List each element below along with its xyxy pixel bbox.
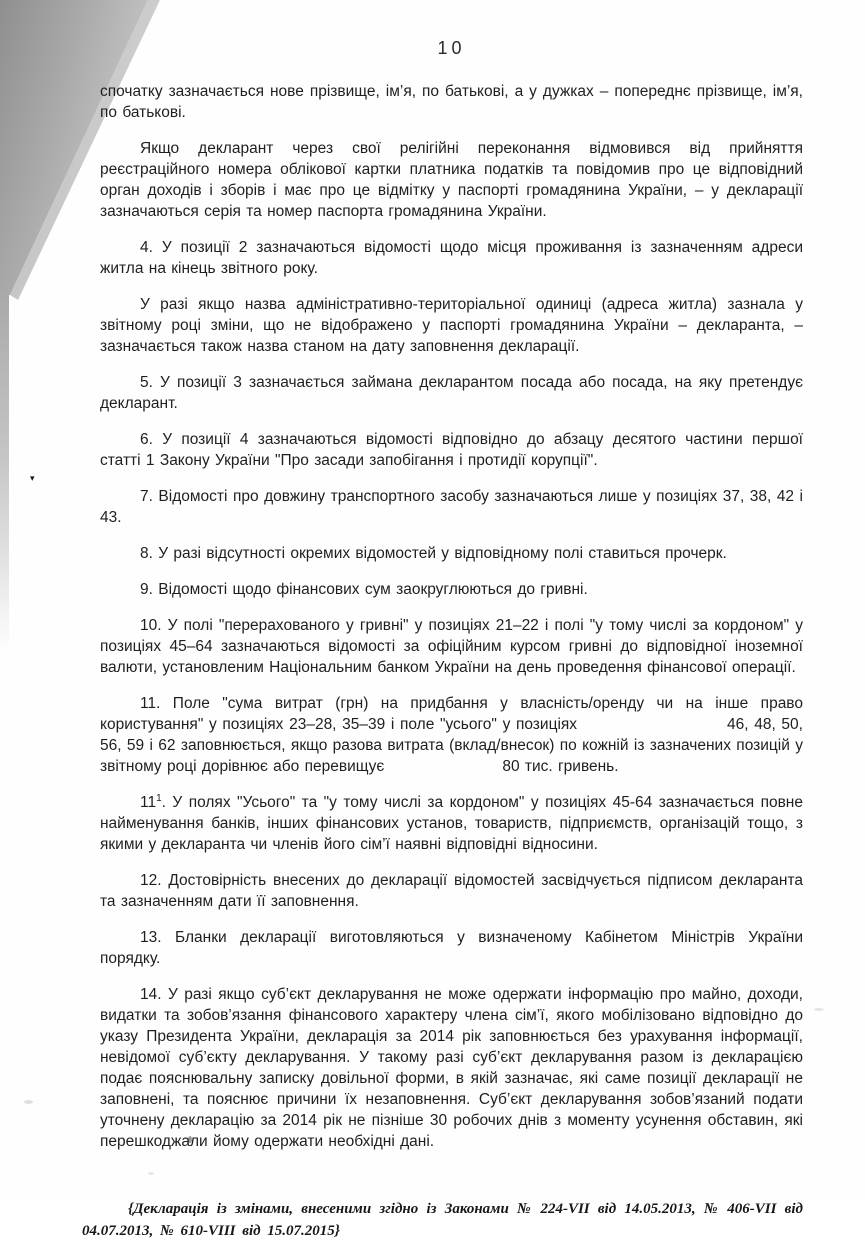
paragraph-item-6: 6. У позиції 4 зазначаються відомості відповідно до абзацу десятого частини першої статті 1 Закону України "Про засади запобігання і протидії корупції".: [100, 431, 803, 469]
paragraph-item-11: [100, 693, 803, 777]
paragraph-item-7: 7. Відомості про довжину транспортного засобу зазначаються лише у позиціях 37, 38, 42 і 43.: [100, 488, 803, 526]
paragraph-item-11-1-text: . У полях "Усього" та "у тому числі за кордоном" у позиціях 45-64 зазначається повне найменування банків, інших фінансових установ, товариств, підприємств, організацій тощо, з якими у декларанта чи членів його сім’ї наявні відповідні відносини.: [100, 794, 803, 853]
scan-speck-mark: [24, 1100, 33, 1104]
paragraph-item-5: 5. У позиції 3 зазначається займана декларантом посада або посада, на яку претендує декларант.: [100, 374, 803, 412]
paragraph-item-11-segment: 11. Поле "сума витрат (грн) на придбання у власність/оренду чи на інше право користування" у позиціях 23–28, 35–39 і поле "усього" у позиціях: [100, 695, 803, 733]
paragraph-item-12: 12. Достовірність внесених до декларації відомостей засвідчується підписом декларанта та зазначенням дати її заповнення.: [100, 872, 803, 910]
paragraph-item-11-1-number: 11: [140, 794, 157, 811]
paragraph-item-8: 8. У разі відсутності окремих відомостей у відповідному полі ставиться прочерк.: [140, 545, 727, 562]
document-text-block: [82, 38, 803, 1242]
page-number: 10: [437, 38, 466, 58]
paragraph-item-13: 13. Бланки декларації виготовляються у визначеному Кабінетом Міністрів України порядку.: [100, 929, 803, 967]
paragraph-item-4: 4. У позиції 2 зазначаються відомості щодо місця проживання із зазначенням адреси житла на кінець звітного року.: [100, 239, 803, 277]
paragraph-item-11-segment: 80 тис. гривень.: [502, 758, 619, 775]
paragraph-item-9: 9. Відомості щодо фінансових сум заокруглюються до гривні.: [140, 581, 588, 598]
paragraph-item-11-segment: 46, 48, 50, 56, 59 і 62 заповнюється, якщо разова витрата (вклад/внесок) по кожній із зазначених позицій у звітному році дорівнює або перевищує: [100, 716, 803, 775]
triangle-speck-mark: ▾: [30, 473, 35, 483]
paragraph-religious-beliefs: Якщо декларант через свої релігійні переконання відмовився від прийняття реєстраційного номера облікової картки платника податків та повідомив про це відповідний орган доходів і зборів і має про це відмітку у паспорті громадянина України, – у декларації зазначаються серія та номер паспорта громадянина України.: [100, 140, 803, 220]
redacted-blank-gap: [384, 770, 502, 771]
paragraph-name-change-continuation: спочатку зазначається нове прізвище, ім’я, по батькові, а у дужках – попереднє прізвище, ім’я, по батькові.: [100, 83, 803, 121]
paragraph-item-11-1-superscript: 1: [156, 792, 162, 804]
amendment-note: {Декларація із змінами, внесеними згідно із Законами № 224-VII від 14.05.2013, № 406-VII від 04.07.2013, № 610-VIII від 15.07.2015}: [82, 1201, 803, 1239]
paragraph-item-14: 14. У разі якщо суб’єкт декларування не може одержати інформацію про майно, доходи, видатки та зобов’язання фінансового характеру члена сім’ї, якого мобілізовано відповідно до указу Президента України, декларація за 2014 рік заповнюється без урахування інформації, невідомої суб’єкту декларування. У такому разі суб’єкт декларування разом із декларацією подає пояснювальну записку довільної форми, в якій зазначає, які саме позиції декларації не заповнені, та пояснює причини їх незаповнення. Суб’єкт декларування зобов’язаний подати уточнену декларацію за 2014 рік не пізніше 30 робочих днів з моменту усунення обставин, які перешкоджали йому одержати необхідні дані.: [100, 986, 803, 1150]
scan-speck-mark: [814, 1008, 824, 1011]
paragraph-item-4-address-change: У разі якщо назва адміністративно-територіальної одиниці (адреса житла) зазнала у звітному році зміни, що не відображено у паспорті громадянина України – декларанта, – зазначається також назва станом на дату заповнення декларації.: [100, 296, 803, 355]
redacted-blank-gap: [577, 728, 727, 729]
paragraph-item-10: 10. У полі "перерахованого у гривні" у позиціях 21–22 і полі "у тому числі за кордоном" у позиціях 45–64 зазначаються відомості за офіційним курсом гривні до відповідної іноземної валюти, установленим Національним банком України на день проведення фінансової операції.: [100, 617, 803, 676]
paragraph-item-11-1: [100, 792, 803, 855]
scan-left-edge-shadow-artifact: [0, 290, 9, 650]
